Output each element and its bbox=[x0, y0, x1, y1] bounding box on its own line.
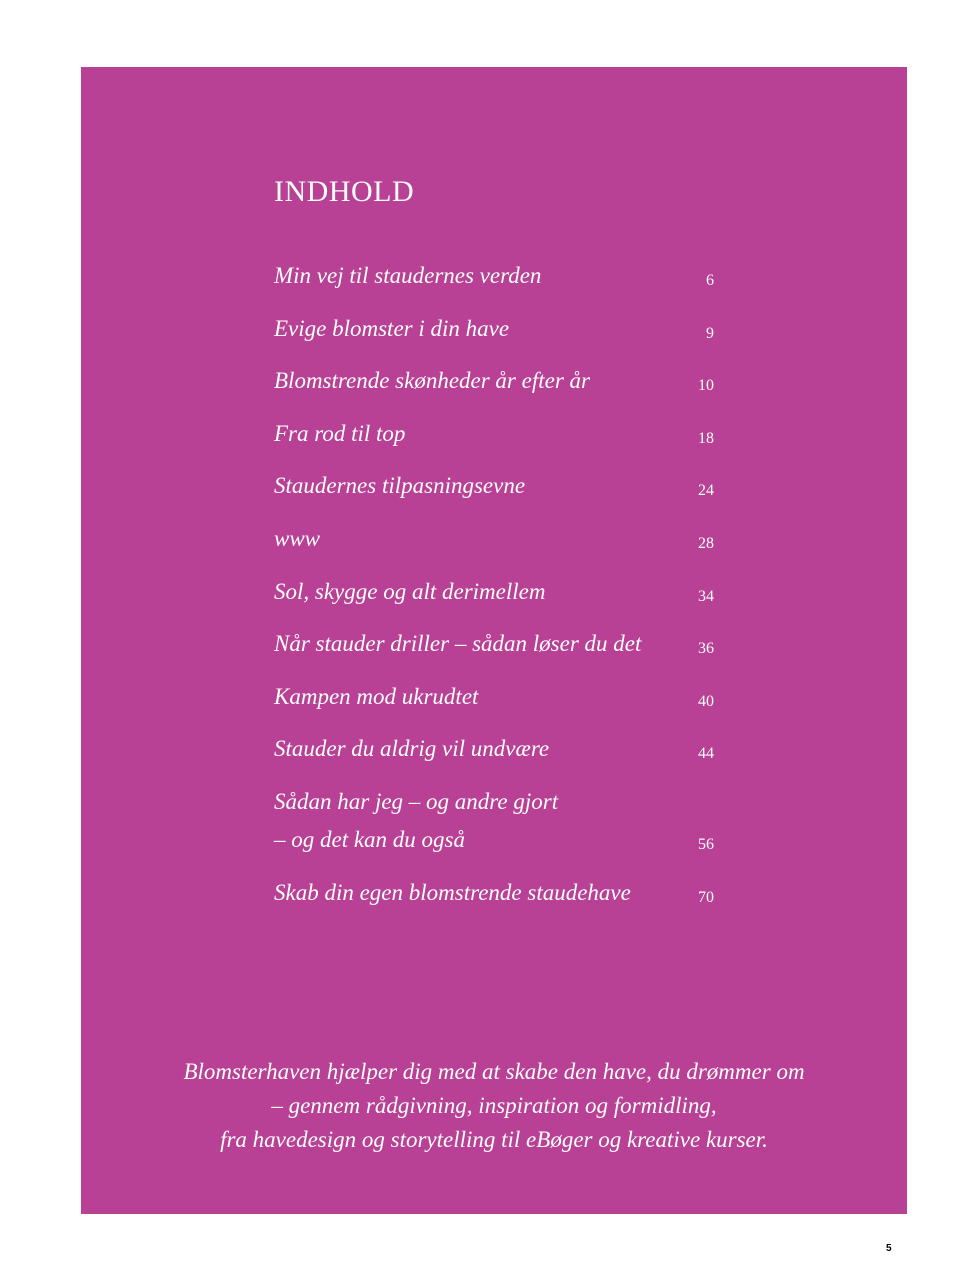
toc-entry[interactable] bbox=[274, 870, 714, 923]
tagline bbox=[81, 1055, 907, 1157]
toc-entry-title: www bbox=[274, 525, 321, 551]
toc-entry[interactable] bbox=[274, 358, 714, 411]
toc-panel bbox=[81, 67, 907, 1214]
toc-heading: INDHOLD bbox=[274, 175, 415, 208]
toc-entry-title: Stauder du aldrig vil undvære bbox=[274, 736, 550, 762]
toc-entry-page: 56 bbox=[698, 835, 714, 853]
toc-entry-page: 36 bbox=[698, 640, 714, 658]
tagline-line: Blomsterhaven hjælper dig med at skabe den have, du drømmer om bbox=[183, 1059, 805, 1084]
toc-entry[interactable] bbox=[274, 306, 714, 359]
toc-entry-page: 6 bbox=[706, 272, 714, 289]
toc-entry-title: Når stauder driller – sådan løser du det bbox=[274, 631, 642, 657]
toc-entry-page: 40 bbox=[698, 692, 714, 710]
toc-entry-title: Fra rod til top bbox=[274, 420, 406, 446]
toc-entry[interactable] bbox=[274, 674, 714, 727]
toc-entry-title: Kampen mod ukrudtet bbox=[274, 683, 479, 709]
toc-entry-page: 28 bbox=[698, 534, 714, 552]
toc-entry-page: 9 bbox=[706, 324, 714, 342]
toc-entry-title: Sol, skygge og alt derimellem bbox=[274, 578, 546, 604]
tagline-line: fra havedesign og storytelling til eBøger og kreative kurser. bbox=[220, 1127, 768, 1152]
toc-entry-page: 18 bbox=[698, 429, 714, 447]
toc-entry-title: Sådan har jeg – og andre gjort – og det kan du også bbox=[274, 788, 559, 852]
toc-entry[interactable] bbox=[274, 779, 714, 870]
toc-entry-title: Blomstrende skønheder år efter år bbox=[274, 368, 590, 394]
toc-entry[interactable] bbox=[274, 253, 714, 306]
toc-entry-page: 24 bbox=[698, 482, 714, 500]
toc-entry-page: 10 bbox=[698, 377, 714, 395]
toc-entry-title: Evige blomster i din have bbox=[274, 315, 510, 341]
toc-entry[interactable] bbox=[274, 463, 714, 516]
toc-entry-title: Skab din egen blomstrende staudehave bbox=[274, 879, 631, 905]
toc-entry-page: 34 bbox=[698, 587, 714, 605]
toc-entry-page: 44 bbox=[698, 745, 714, 763]
toc-entry-title: Staudernes tilpasningsevne bbox=[274, 473, 526, 499]
toc-entry[interactable] bbox=[274, 621, 714, 674]
toc-entry[interactable] bbox=[274, 411, 714, 464]
toc-entry-title: Min vej til staudernes verden bbox=[274, 263, 542, 288]
toc-entry-page: 70 bbox=[698, 888, 714, 906]
toc-entry[interactable] bbox=[274, 569, 714, 622]
toc-entry[interactable] bbox=[274, 726, 714, 779]
toc-entry[interactable] bbox=[274, 516, 714, 569]
page-number: 5 bbox=[886, 1243, 892, 1254]
toc-list bbox=[274, 253, 714, 923]
tagline-line: – gennem rådgivning, inspiration og formidling, bbox=[271, 1093, 717, 1118]
